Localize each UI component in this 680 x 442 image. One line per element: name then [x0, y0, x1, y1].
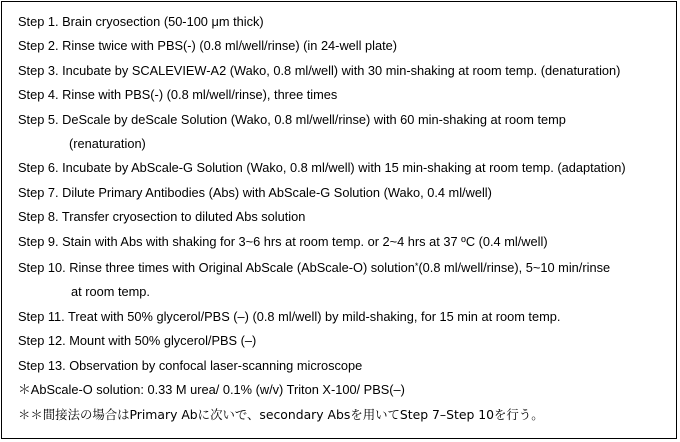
- step-5-continuation: (renaturation): [69, 136, 146, 152]
- step-10: [18, 254, 670, 280]
- step-13: Step 13. Observation by confocal laser-scanning microscope: [18, 357, 363, 373]
- step-6: Step 6. Incubate by AbScale-G Solution (Wako, 0.8 ml/well) with 15 min-shaking at room temp. (adaptation): [18, 160, 626, 176]
- step-5: Step 5. DeScale by deScale Solution (Wako, 0.8 ml/well/rinse) with 60 min-shaking at room temp: [18, 111, 566, 127]
- step-10-text: Step 10. Rinse three times with Original AbScale (AbScale-O) solution: [18, 260, 415, 276]
- step-2: Step 2. Rinse twice with PBS(-) (0.8 ml/well/rinse) (in 24-well plate): [18, 38, 398, 54]
- protocol-steps: [18, 10, 670, 427]
- step-9: Step 9. Stain with Abs with shaking for 3~6 hrs at room temp. or 2~4 hrs at 37 ºC (0.4 ml/well): [18, 233, 548, 249]
- step-12: Step 12. Mount with 50% glycerol/PBS (–): [18, 333, 257, 349]
- step-1: Step 1. Brain cryosection (50-100 μm thick): [18, 14, 264, 29]
- step-8: Step 8. Transfer cryosection to diluted Abs solution: [18, 209, 306, 225]
- step-10-continuation: at room temp.: [71, 284, 150, 300]
- footnote-mark: *: [414, 261, 419, 272]
- footnote-1: ＊AbScale-O solution: 0.33 M urea/ 0.1% (w/v) Triton X-100/ PBS(–): [18, 382, 405, 398]
- step-4: Step 4. Rinse with PBS(-) (0.8 ml/well/rinse), three times: [18, 87, 338, 103]
- footnote-2: ＊＊間接法の場合はPrimary Abに次いで、secondary Absを用いてStep 7–Step 10を行う。: [18, 406, 544, 422]
- step-3: Step 3. Incubate by SCALEVIEW-A2 (Wako, 0.8 ml/well) with 30 min-shaking at room temp. (denaturation): [18, 62, 621, 78]
- step-7: Step 7. Dilute Primary Antibodies (Abs) with AbScale-G Solution (Wako, 0.4 ml/well): [18, 184, 492, 200]
- step-10-text-after: (0.8 ml/well/rinse), 5~10 min/rinse: [418, 260, 611, 276]
- step-11: Step 11. Treat with 50% glycerol/PBS (–) (0.8 ml/well) by mild-shaking, for 15 min at room temp.: [18, 308, 561, 324]
- protocol-box: [1, 1, 677, 439]
